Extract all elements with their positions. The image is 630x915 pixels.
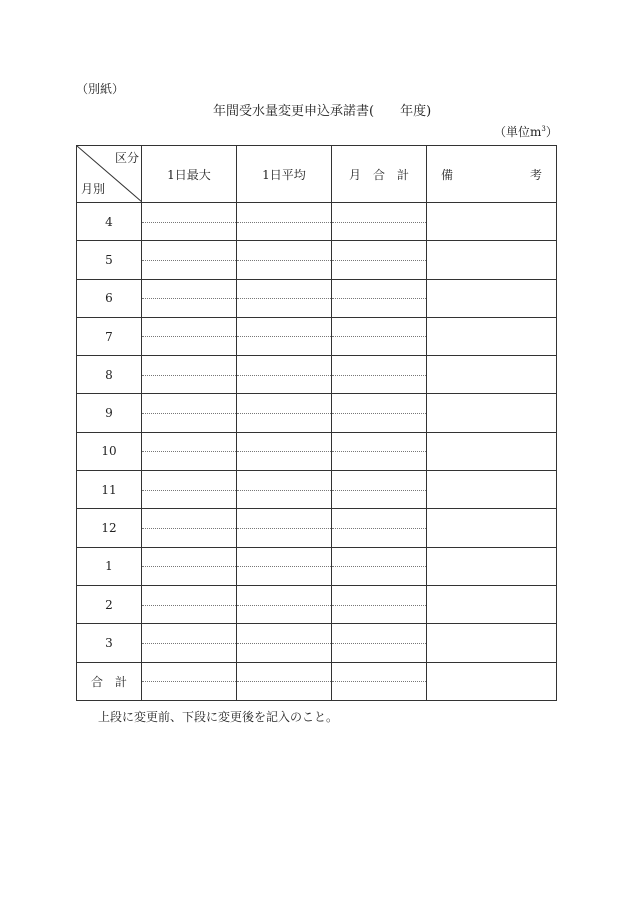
daily-avg-cell[interactable] [237, 585, 332, 623]
daily-avg-cell[interactable] [237, 279, 332, 317]
dotted-divider [237, 548, 331, 568]
daily-avg-cell[interactable] [237, 662, 332, 700]
footnote: 上段に変更前、下段に変更後を記入のこと。 [98, 710, 339, 724]
dotted-divider [332, 356, 426, 376]
table-row [77, 585, 557, 623]
daily-max-cell[interactable] [142, 662, 237, 700]
remarks-cell[interactable] [427, 241, 557, 279]
dotted-divider [142, 471, 236, 491]
daily-max-cell[interactable] [142, 241, 237, 279]
dotted-divider [142, 433, 236, 453]
dotted-divider [237, 203, 331, 223]
table-row [77, 662, 557, 700]
remarks-cell[interactable] [427, 547, 557, 585]
dotted-divider [332, 471, 426, 491]
daily-max-cell[interactable] [142, 394, 237, 432]
remarks-cell[interactable] [427, 471, 557, 509]
dotted-divider [332, 548, 426, 568]
table-row [77, 394, 557, 432]
monthly-total-cell[interactable] [332, 241, 427, 279]
month-cell: 8 [77, 356, 142, 394]
daily-avg-cell[interactable] [237, 203, 332, 241]
table-row [77, 432, 557, 470]
monthly-total-cell[interactable] [332, 356, 427, 394]
remarks-cell[interactable] [427, 662, 557, 700]
monthly-total-cell[interactable] [332, 279, 427, 317]
daily-avg-cell[interactable] [237, 317, 332, 355]
table-row [77, 241, 557, 279]
water-volume-table [76, 145, 557, 701]
column-header-monthly-total: 月 合 計 [332, 146, 427, 203]
dotted-divider [237, 624, 331, 644]
daily-max-cell[interactable] [142, 624, 237, 662]
dotted-divider [237, 509, 331, 529]
dotted-divider [237, 471, 331, 491]
daily-avg-cell[interactable] [237, 394, 332, 432]
daily-max-cell[interactable] [142, 471, 237, 509]
corner-cell [77, 146, 142, 203]
monthly-total-cell[interactable] [332, 394, 427, 432]
dotted-divider [332, 433, 426, 453]
table-row [77, 471, 557, 509]
daily-avg-cell[interactable] [237, 471, 332, 509]
daily-max-cell[interactable] [142, 432, 237, 470]
daily-avg-cell[interactable] [237, 547, 332, 585]
daily-avg-cell[interactable] [237, 509, 332, 547]
dotted-divider [237, 241, 331, 261]
daily-max-cell[interactable] [142, 356, 237, 394]
remarks-cell[interactable] [427, 317, 557, 355]
month-cell: 合 計 [77, 662, 142, 700]
monthly-total-cell[interactable] [332, 662, 427, 700]
daily-max-cell[interactable] [142, 509, 237, 547]
dotted-divider [237, 280, 331, 300]
dotted-divider [332, 203, 426, 223]
remarks-cell[interactable] [427, 509, 557, 547]
column-header-remarks: 備 考 [427, 146, 557, 203]
dotted-divider [332, 241, 426, 261]
dotted-divider [142, 624, 236, 644]
dotted-divider [332, 586, 426, 606]
dotted-divider [142, 280, 236, 300]
remarks-cell[interactable] [427, 624, 557, 662]
remarks-cell[interactable] [427, 203, 557, 241]
dotted-divider [332, 318, 426, 338]
daily-max-cell[interactable] [142, 279, 237, 317]
attachment-label: （別紙） [76, 82, 125, 96]
dotted-divider [237, 356, 331, 376]
remarks-cell[interactable] [427, 279, 557, 317]
month-cell: 3 [77, 624, 142, 662]
daily-avg-cell[interactable] [237, 356, 332, 394]
dotted-divider [237, 433, 331, 453]
column-header-daily-avg: 1日平均 [237, 146, 332, 203]
month-cell: 7 [77, 317, 142, 355]
daily-avg-cell[interactable] [237, 241, 332, 279]
table-row [77, 356, 557, 394]
dotted-divider [332, 280, 426, 300]
month-cell: 11 [77, 471, 142, 509]
monthly-total-cell[interactable] [332, 585, 427, 623]
unit-label: （単位$m^3$） [494, 125, 558, 139]
daily-avg-cell[interactable] [237, 624, 332, 662]
daily-max-cell[interactable] [142, 203, 237, 241]
monthly-total-cell[interactable] [332, 203, 427, 241]
dotted-divider [332, 394, 426, 414]
table-row [77, 547, 557, 585]
month-cell: 6 [77, 279, 142, 317]
monthly-total-cell[interactable] [332, 624, 427, 662]
dotted-divider [142, 356, 236, 376]
daily-max-cell[interactable] [142, 547, 237, 585]
monthly-total-cell[interactable] [332, 547, 427, 585]
monthly-total-cell[interactable] [332, 471, 427, 509]
table-row [77, 279, 557, 317]
daily-max-cell[interactable] [142, 585, 237, 623]
dotted-divider [142, 394, 236, 414]
table-header-row [77, 146, 557, 203]
daily-avg-cell[interactable] [237, 432, 332, 470]
monthly-total-cell[interactable] [332, 317, 427, 355]
table-row [77, 203, 557, 241]
month-cell: 10 [77, 432, 142, 470]
month-cell: 2 [77, 585, 142, 623]
dotted-divider [237, 394, 331, 414]
monthly-total-cell[interactable] [332, 432, 427, 470]
remarks-cell[interactable] [427, 432, 557, 470]
daily-max-cell[interactable] [142, 317, 237, 355]
dotted-divider [237, 663, 331, 683]
remarks-cell[interactable] [427, 356, 557, 394]
dotted-divider [332, 663, 426, 683]
month-cell: 1 [77, 547, 142, 585]
dotted-divider [332, 624, 426, 644]
dotted-divider [142, 509, 236, 529]
table-row [77, 509, 557, 547]
dotted-divider [237, 318, 331, 338]
month-cell: 4 [77, 203, 142, 241]
corner-label-month: 月別 [81, 182, 106, 196]
column-header-daily-max: 1日最大 [142, 146, 237, 203]
month-cell: 9 [77, 394, 142, 432]
dotted-divider [142, 241, 236, 261]
dotted-divider [142, 586, 236, 606]
month-cell: 12 [77, 509, 142, 547]
dotted-divider [142, 663, 236, 683]
monthly-total-cell[interactable] [332, 509, 427, 547]
month-cell: 5 [77, 241, 142, 279]
dotted-divider [332, 509, 426, 529]
table-row [77, 624, 557, 662]
remarks-cell[interactable] [427, 585, 557, 623]
dotted-divider [142, 203, 236, 223]
remarks-cell[interactable] [427, 394, 557, 432]
corner-label-category: 区分 [114, 151, 139, 165]
page-title: 年間受水量変更申込承諾書( 年度) [213, 104, 432, 119]
dotted-divider [237, 586, 331, 606]
table-row [77, 317, 557, 355]
dotted-divider [142, 548, 236, 568]
dotted-divider [142, 318, 236, 338]
